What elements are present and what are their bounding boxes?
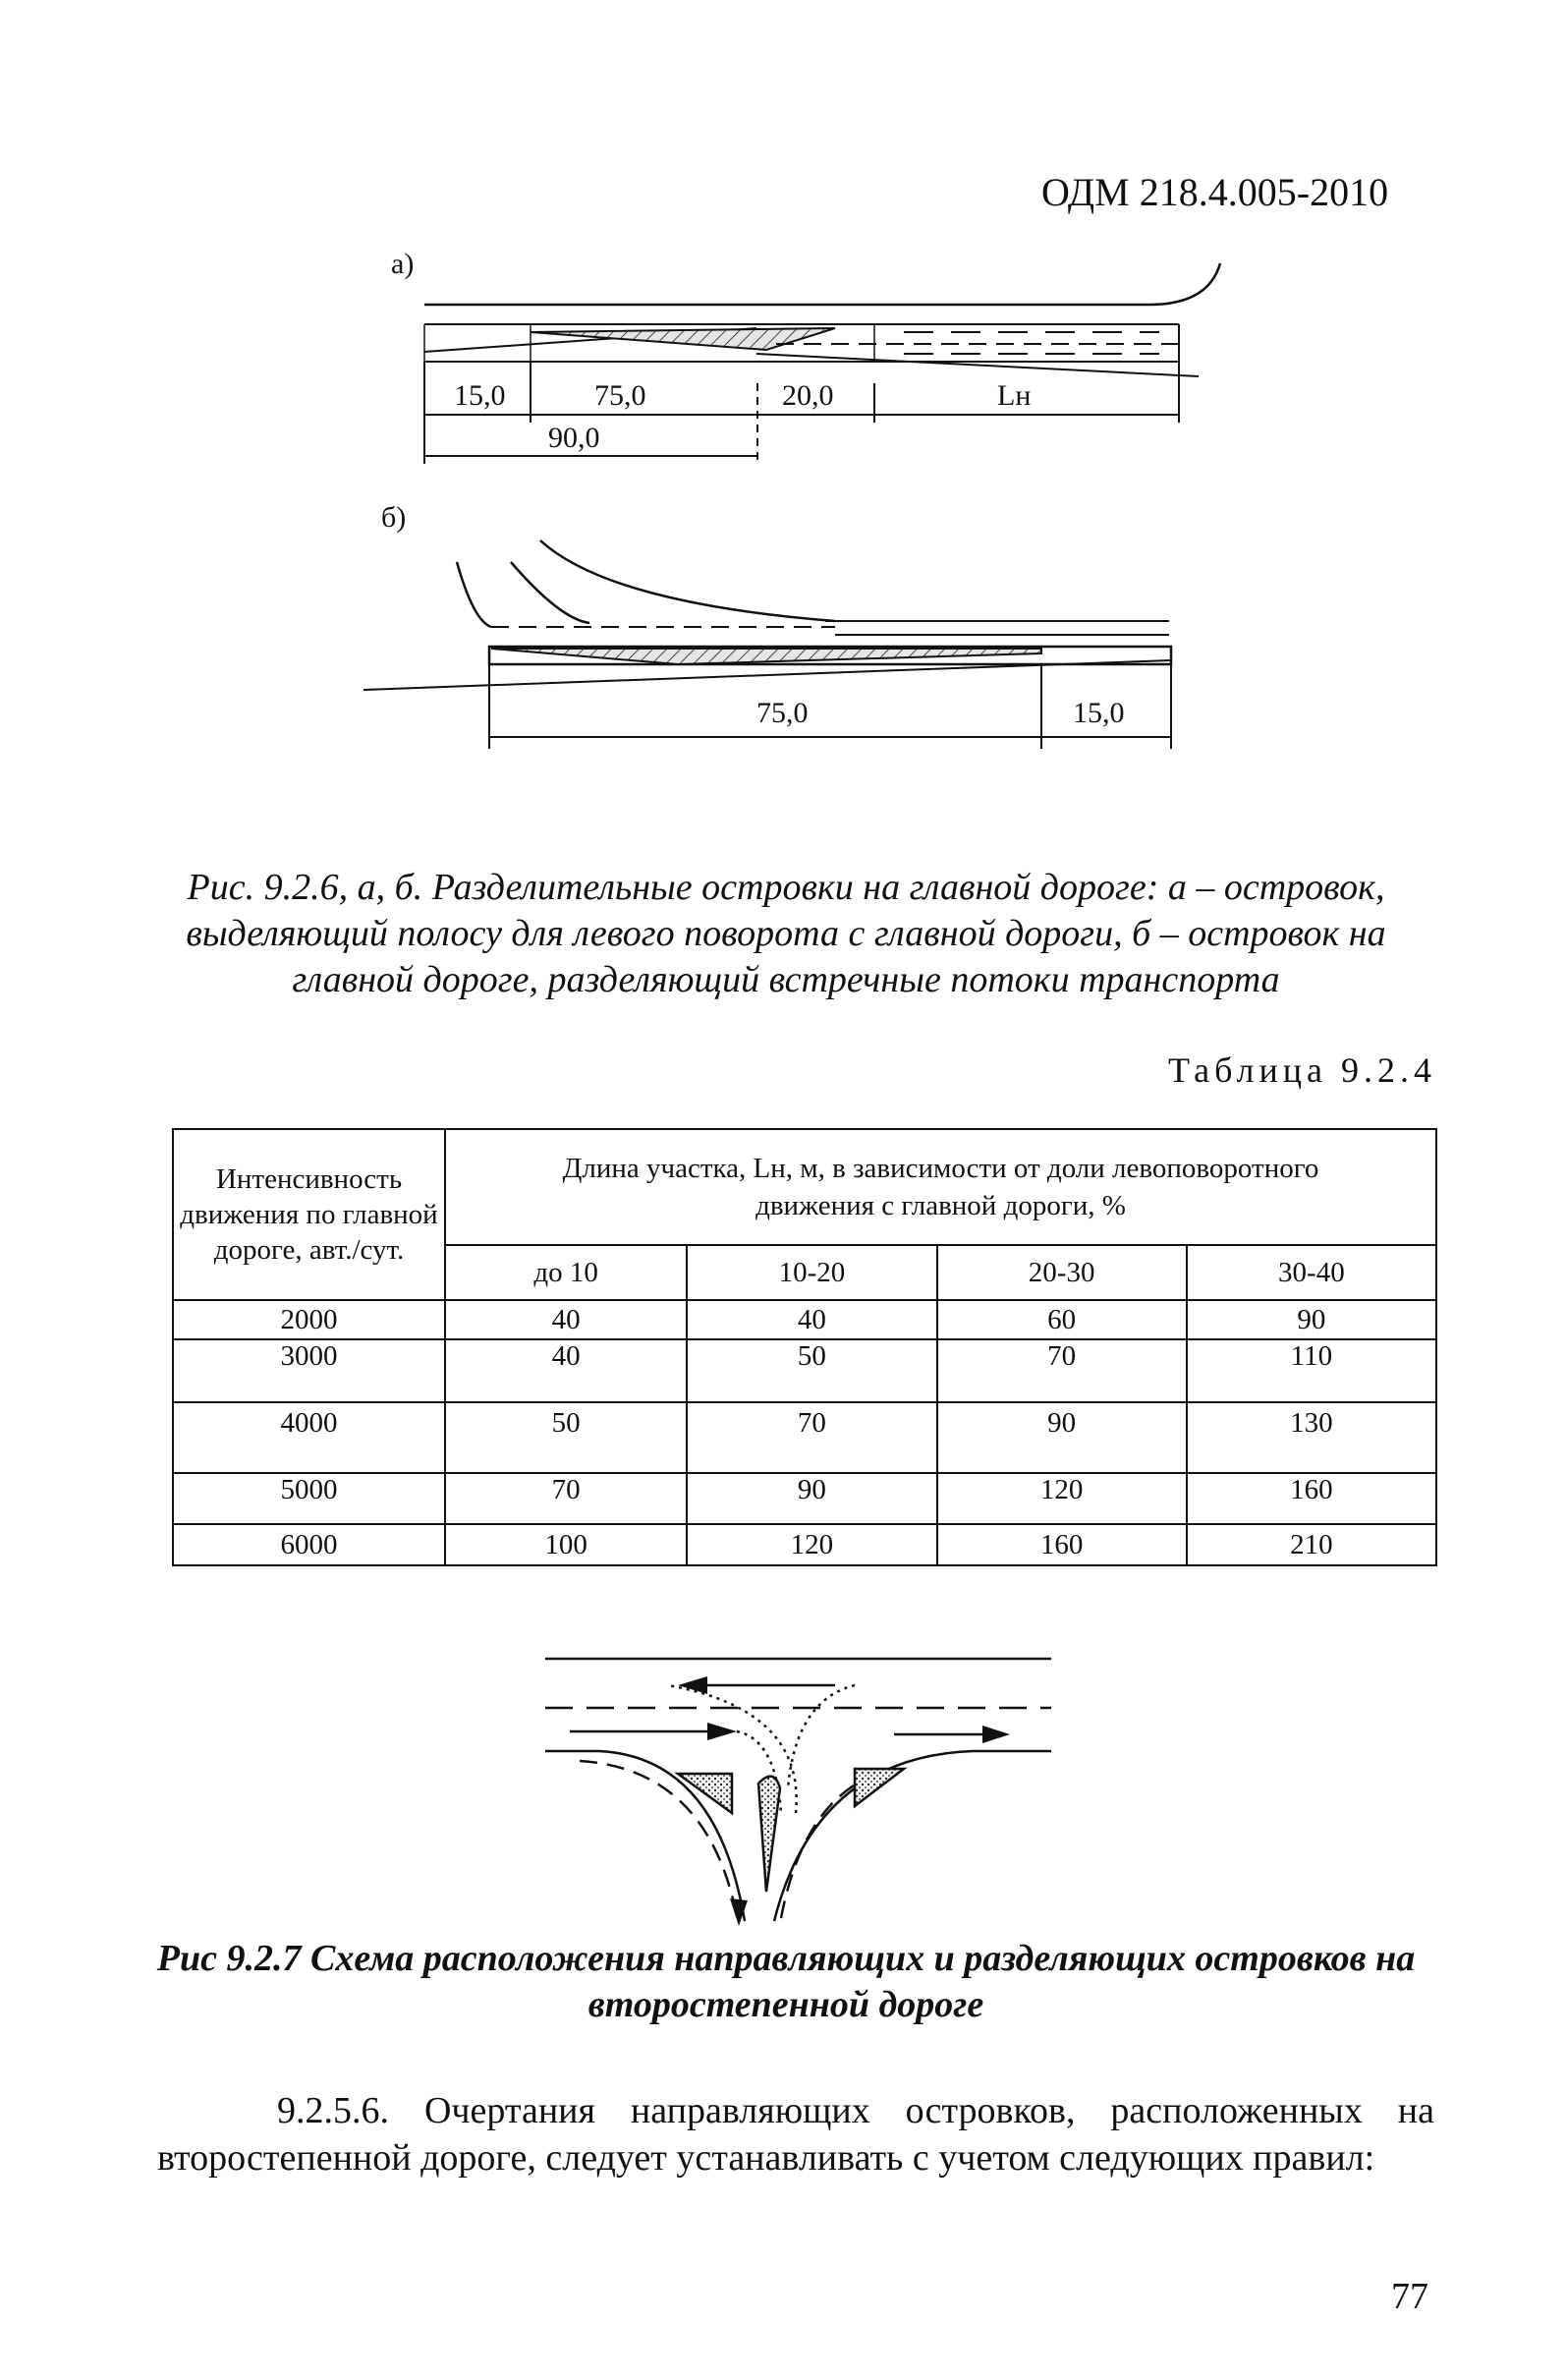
table-cell: 2000 (173, 1300, 445, 1339)
figure-b-drawing (364, 521, 1189, 757)
page-number: 77 (1391, 2276, 1428, 2317)
table-row (173, 1473, 1436, 1524)
table-row (173, 1402, 1436, 1473)
table-cell: 40 (445, 1300, 687, 1339)
dim-75: 75,0 (594, 379, 646, 412)
table-cell: 90 (687, 1473, 936, 1524)
dim-b-75: 75,0 (756, 697, 809, 729)
table-cell: 4000 (173, 1402, 445, 1473)
paragraph-line-1: 9.2.5.6. Очертания направляющих островков, расположенных на (277, 2090, 1434, 2131)
figure-caption-9-2-7: Рис 9.2.7 Схема расположения направляющих и разделяющих островков на второстепенной дороге (156, 1938, 1416, 2025)
dim-20: 20,0 (782, 379, 834, 412)
table-cell: 6000 (173, 1524, 445, 1565)
column-header: 30-40 (1187, 1245, 1436, 1300)
table-cell: 70 (445, 1473, 687, 1524)
table-cell: 70 (937, 1339, 1187, 1402)
table-cell: 50 (445, 1402, 687, 1473)
table-row (173, 1339, 1436, 1402)
dividing-island (758, 1777, 780, 1892)
road-edge-line (424, 263, 1220, 305)
data-table (172, 1128, 1437, 1566)
paragraph-line-2: второстепенной дороге, следует устанавливать с учетом следующих правил: (157, 2137, 1375, 2179)
table-cell: 3000 (173, 1339, 445, 1402)
figure-caption-9-2-6: Рис. 9.2.6, а, б. Разделительные островки на главной дороге: а – островок, выделяющий полосу для левого поворота с главной дороги, б – островок на главной дороге, разделяющий встречные потоки транспорта (186, 867, 1386, 1000)
table-cell: 210 (1187, 1524, 1436, 1565)
dim-ln: Lн (997, 379, 1032, 412)
table-row (173, 1524, 1436, 1565)
hatched-island-b (491, 649, 1041, 664)
directional-island-right (855, 1769, 904, 1806)
column-header: до 10 (445, 1245, 687, 1300)
figure-a-drawing (393, 246, 1238, 472)
table-label: Таблица 9.2.4 (1168, 1050, 1436, 1090)
table-cell: 40 (445, 1339, 687, 1402)
table-cell: 110 (1187, 1339, 1436, 1402)
table-header-intensity: Интенсивность движения по главной дороге, авт./сут. (173, 1129, 445, 1300)
table-header-length: Длина участка, Lн, м, в зависимости от доли левоповоротного движения с главной дороги, % (445, 1129, 1436, 1245)
table-cell: 90 (1187, 1300, 1436, 1339)
dim-b-15: 15,0 (1073, 697, 1125, 729)
figure-a-label: а) (391, 248, 415, 280)
table-cell: 120 (687, 1524, 936, 1565)
column-header: 20-30 (937, 1245, 1187, 1300)
dim-90: 90,0 (548, 422, 600, 454)
table-cell: 40 (687, 1300, 936, 1339)
hatched-island (531, 328, 835, 350)
table-cell: 160 (937, 1524, 1187, 1565)
table-row (173, 1300, 1436, 1339)
table-cell: 50 (687, 1339, 936, 1402)
table-cell: 90 (937, 1402, 1187, 1473)
table-cell: 100 (445, 1524, 687, 1565)
column-header: 10-20 (687, 1245, 936, 1300)
table-cell: 130 (1187, 1402, 1436, 1473)
table-cell: 60 (937, 1300, 1187, 1339)
dim-15: 15,0 (454, 379, 506, 412)
document-code: ОДМ 218.4.005-2010 (1041, 170, 1389, 214)
table-cell: 5000 (173, 1473, 445, 1524)
body-paragraph (157, 2087, 1434, 2182)
table-cell: 160 (1187, 1473, 1436, 1524)
table-cell: 120 (937, 1473, 1187, 1524)
table-cell: 70 (687, 1402, 936, 1473)
figure-9-2-7-drawing (531, 1641, 1061, 1936)
figure-b-label: б) (381, 501, 407, 534)
